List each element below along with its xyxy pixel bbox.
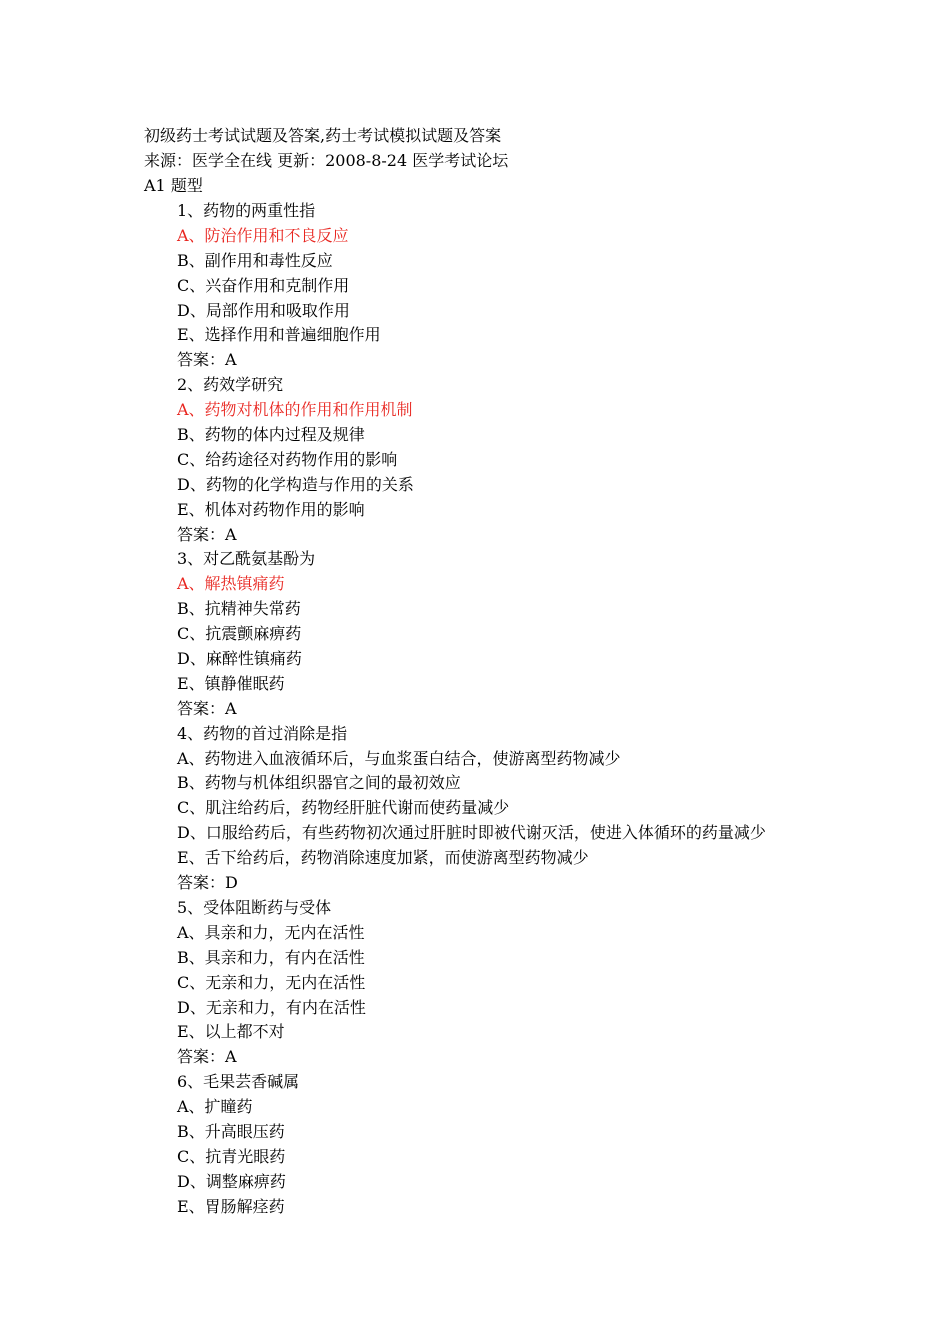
answer-option: E、以上都不对 [177,1022,285,1042]
answer-option: A、防治作用和不良反应 [177,225,349,245]
answer-option: E、胃肠解痉药 [177,1196,285,1216]
question-block [177,547,766,721]
answer-option: E、选择作用和普遍细胞作用 [177,325,381,345]
answer-option: A、药物对机体的作用和作用机制 [177,400,413,420]
answer-option: D、药物的化学构造与作用的关系 [177,474,414,494]
question-stem: 1、药物的两重性指 [177,201,316,220]
answer-option: A、药物进入血液循环后，与血浆蛋白结合，使游离型药物减少 [177,748,621,768]
answer-option: E、镇静催眠药 [177,673,285,693]
answer-option: C、兴奋作用和克制作用 [177,275,350,295]
answer-option: E、机体对药物作用的影响 [177,499,365,519]
question-list [177,199,766,1220]
answer-option: B、药物的体内过程及规律 [177,425,365,445]
answer-key: 答案：A [177,1047,237,1067]
answer-option: C、抗震颤麻痹药 [177,624,302,644]
answer-key: 答案：D [177,873,238,893]
question-block [177,373,766,547]
answer-option: A、具亲和力，无内在活性 [177,922,365,942]
answer-key: 答案：A [177,524,237,544]
document-title: 初级药士考试试题及答案,药士考试模拟试题及答案 [144,126,502,145]
answer-option: D、局部作用和吸取作用 [177,300,350,320]
question-stem: 3、对乙酰氨基酚为 [177,549,316,569]
question-stem: 2、药效学研究 [177,375,284,395]
answer-option: D、无亲和力，有内在活性 [177,997,366,1017]
answer-option: D、麻醉性镇痛药 [177,649,302,669]
question-stem: 6、毛果芸香碱属 [177,1072,300,1092]
answer-key: 答案：A [177,698,237,718]
answer-option: B、药物与机体组织器官之间的最初效应 [177,773,461,793]
answer-option: D、口服给药后，有些药物初次通过肝脏时即被代谢灭活，使进入体循环的药量减少 [177,823,766,843]
answer-key: 答案：A [177,350,237,370]
answer-option: C、抗青光眼药 [177,1146,286,1166]
document-header [144,124,508,199]
question-block [177,1070,766,1219]
answer-option: C、无亲和力，无内在活性 [177,972,366,992]
question-stem: 5、受体阻断药与受体 [177,897,332,917]
answer-option: C、肌注给药后，药物经肝脏代谢而使药量减少 [177,798,510,818]
answer-option: B、升高眼压药 [177,1121,285,1141]
answer-option: B、副作用和毒性反应 [177,250,333,270]
answer-option: A、解热镇痛药 [177,574,285,594]
answer-option: C、给药途径对药物作用的影响 [177,449,398,469]
question-block [177,896,766,1070]
answer-option: E、舌下给药后，药物消除速度加紧，而使游离型药物减少 [177,848,589,868]
section-heading: A1 题型 [144,175,203,195]
source-line: 来源：医学全在线 更新：2008-8-24 医学考试论坛 [144,150,509,170]
answer-option: A、扩瞳药 [177,1097,253,1117]
answer-option: D、调整麻痹药 [177,1171,286,1191]
question-block [177,722,766,896]
question-block [177,199,766,373]
answer-option: B、具亲和力，有内在活性 [177,947,365,967]
answer-option: B、抗精神失常药 [177,599,301,619]
question-stem: 4、药物的首过消除是指 [177,723,348,743]
